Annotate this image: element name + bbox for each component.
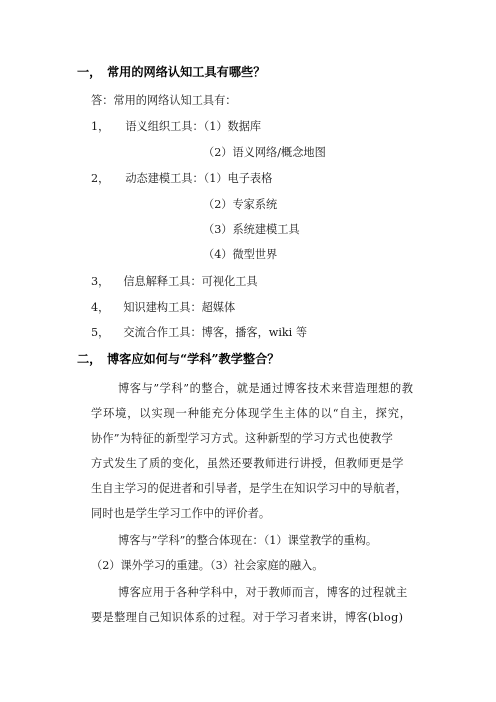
paragraph-line-9: 博客应用于各种学科中，对于教师而言，博客的过程就主 [118,586,408,599]
item-3-number: 3， [91,275,110,288]
paragraph-line-4: 方式发生了质的变化，虽然还要教师进行讲授，但教师更是学 [91,457,404,470]
paragraph-line-6: 同时也是学生学习工作中的评价者。 [91,507,271,520]
item-2-sub-3: （3）系统建模工具 [203,223,300,236]
item-4-label: 知识建构工具：超媒体 [123,301,236,314]
item-5 [91,325,307,341]
item-2-sub-1: （1）电子表格 [203,172,273,185]
paragraph-line-8: （2）课外学习的重建。（3）社会家庭的融入。 [91,559,324,572]
item-1-sub-2: （2）语义网络/概念地图 [203,146,326,159]
section2-number: 二， [77,352,102,366]
item-3-label: 信息解释工具：可视化工具 [123,275,258,288]
item-3 [91,274,258,290]
item-2-sub-4: （4）微型世界 [203,248,278,261]
paragraph-line-2: 学环境，以实现一种能充分体现学生主体的以“自主，探究， [91,407,412,420]
answer-intro: 答：常用的网络认知工具有： [91,94,237,107]
item-4 [91,300,235,316]
item-2-sub-2: （2）专家系统 [203,198,278,211]
item-5-label: 交流合作工具：博客，播客，wiki 等 [123,326,308,339]
paragraph-line-10: 要是整理自己知识体系的过程。对于学习者来讲，博客(blog) [91,611,404,624]
item-2-number: 2， [91,172,110,185]
item-1-number: 1， [91,120,110,133]
item-1-label: 语义组织工具： [125,120,204,133]
item-1 [91,119,261,135]
paragraph-line-3: 协作”为特征的新型学习方式。这种新型的学习方式也使教学 [91,432,393,445]
item-2-label: 动态建模工具： [125,172,204,185]
item-4-number: 4， [91,301,110,314]
item-2 [91,171,272,187]
section1-number: 一， [77,65,102,79]
section1-heading [77,64,265,80]
paragraph-line-7: 博客与”学科”的整合体现在：（1）课堂教学的重构。 [118,534,378,547]
section1-title: 常用的网络认知工具有哪些？ [107,65,266,79]
paragraph-line-5: 生自主学习的促进者和引导者，是学生在知识学习中的导航者， [91,482,408,495]
section2-heading [77,351,279,367]
paragraph-line-1: 博客与”学科”的整合，就是通过博客技术来营造理想的教 [118,382,414,395]
item-5-number: 5， [91,326,110,339]
section2-title: 博客应如何与“学科”教学整合？ [107,352,280,366]
item-1-sub-1: （1）数据库 [203,120,262,133]
